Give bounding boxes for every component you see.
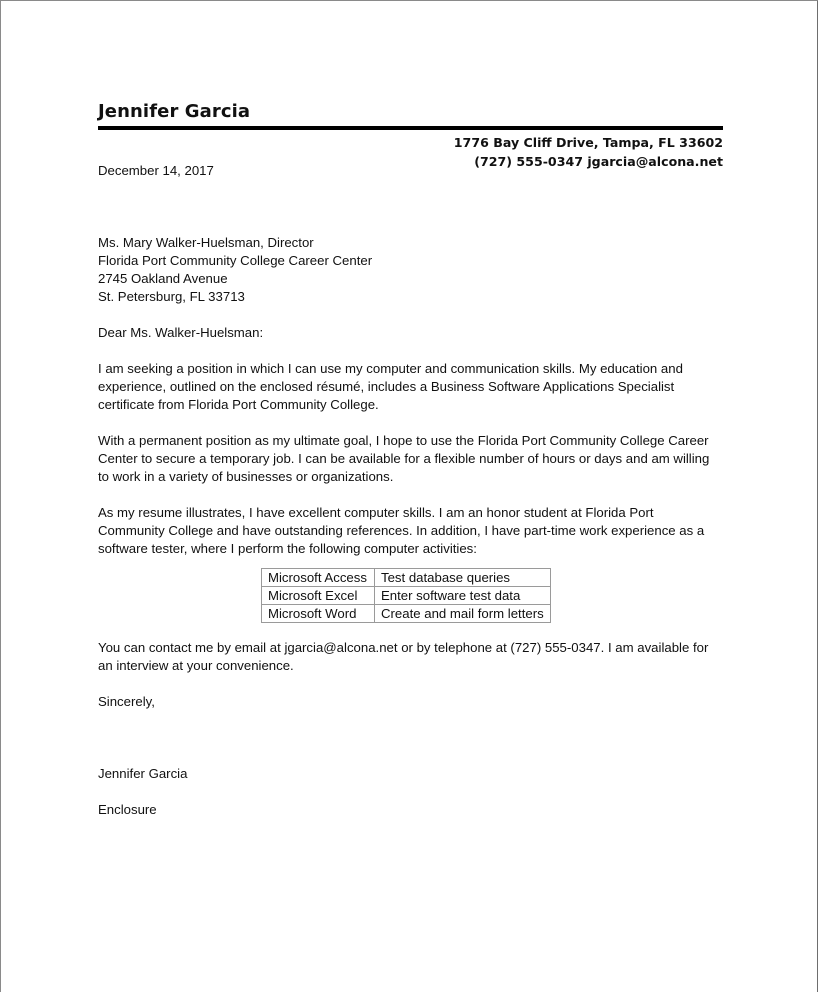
salutation: Dear Ms. Walker-Huelsman: xyxy=(98,325,264,340)
table-row xyxy=(262,605,551,623)
signature-name: Jennifer Garcia xyxy=(98,766,188,781)
table-cell: Create and mail form letters xyxy=(375,605,551,623)
letter-date: December 14, 2017 xyxy=(98,163,214,178)
closing: Sincerely, xyxy=(98,694,155,709)
table-row xyxy=(262,569,551,587)
table-cell: Enter software test data xyxy=(375,587,551,605)
table-cell: Microsoft Access xyxy=(262,569,375,587)
table-cell: Microsoft Excel xyxy=(262,587,375,605)
table-cell: Microsoft Word xyxy=(262,605,375,623)
table-row xyxy=(262,587,551,605)
recipient-block xyxy=(98,234,723,306)
address-line: 1776 Bay Cliff Drive, Tampa, FL 33602 xyxy=(453,135,723,150)
heading-rule xyxy=(98,126,723,130)
contact-paragraph: You can contact me by email at jgarcia@alcona.net or by telephone at (727) 555-0347. I am available for an interview at your convenience. xyxy=(98,640,709,673)
letter-body xyxy=(98,101,723,819)
sender-name-heading: Jennifer Garcia xyxy=(98,101,251,122)
enclosure-note: Enclosure xyxy=(98,802,157,817)
table-cell: Test database queries xyxy=(375,569,551,587)
body-paragraph: As my resume illustrates, I have excellent computer skills. I am an honor student at Florida Port Community College and have outstanding references. In addition, I have part-time work experience as a software tester, where I perform the following computer activities: xyxy=(98,505,705,556)
recipient-line: St. Petersburg, FL 33713 xyxy=(98,289,245,304)
body-paragraph: I am seeking a position in which I can use my computer and communication skills. My education and experience, outlined on the enclosed résumé, includes a Business Software Applications Specialist certificate from Florida Port Community College. xyxy=(98,361,683,412)
contact-line: (727) 555-0347 jgarcia@alcona.net xyxy=(474,154,723,169)
recipient-line: 2745 Oakland Avenue xyxy=(98,271,228,286)
recipient-line: Ms. Mary Walker-Huelsman, Director xyxy=(98,235,314,250)
activities-table xyxy=(261,568,551,623)
body-paragraph: With a permanent position as my ultimate goal, I hope to use the Florida Port Community College Career Center to secure a temporary job. I can be available for a flexible number of hours or days and am willing to work in a variety of businesses or organizations. xyxy=(98,433,710,484)
recipient-line: Florida Port Community College Career Center xyxy=(98,253,373,268)
